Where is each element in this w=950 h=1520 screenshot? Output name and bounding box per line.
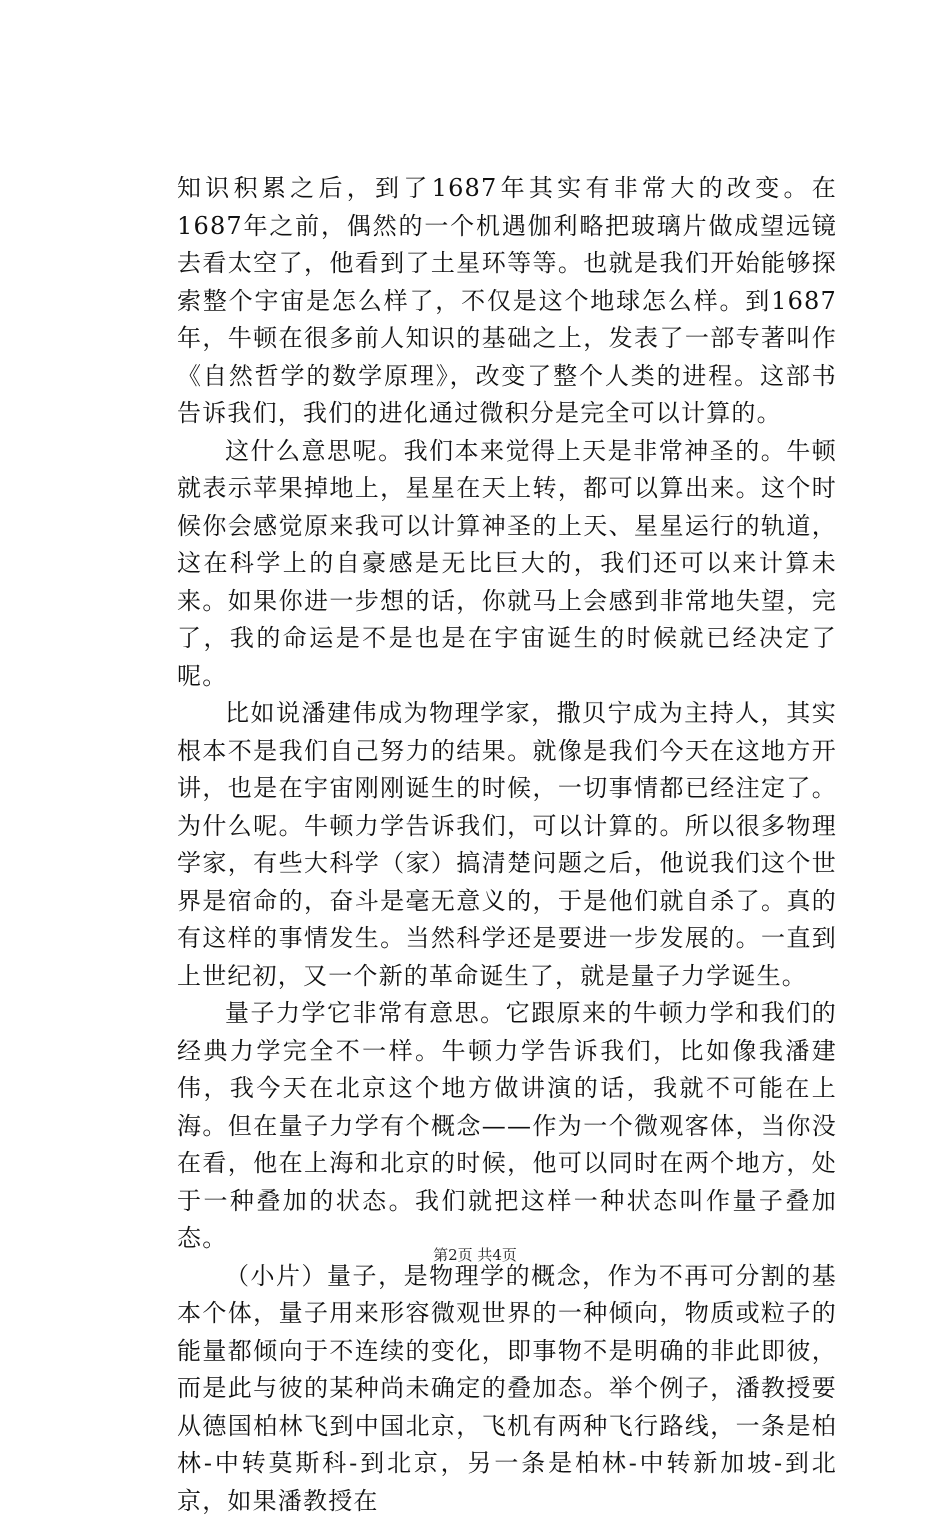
body-text [177, 170, 837, 1520]
paragraph-4: 量子力学它非常有意思。它跟原来的牛顿力学和我们的经典力学完全不一样。牛顿力学告诉我们，比如像我潘建伟，我今天在北京这个地方做讲演的话，我就不可能在上海。但在量子力学有个概念——作为一个微观客体，当你没在看，他在上海和北京的时候，他可以同时在两个地方，处于一种叠加的状态。我们就把这样一种状态叫作量子叠加态。 [177, 995, 837, 1258]
page-footer: 第2页 共4页 [0, 1244, 950, 1265]
paragraph-3: 比如说潘建伟成为物理学家，撒贝宁成为主持人，其实根本不是我们自己努力的结果。就像是我们今天在这地方开讲，也是在宇宙刚刚诞生的时候，一切事情都已经注定了。为什么呢。牛顿力学告诉我们，可以计算的。所以很多物理学家，有些大科学（家）搞清楚问题之后，他说我们这个世界是宿命的，奋斗是毫无意义的，于是他们就自杀了。真的有这样的事情发生。当然科学还是要进一步发展的。一直到上世纪初，又一个新的革命诞生了，就是量子力学诞生。 [177, 695, 837, 995]
paragraph-1: 知识积累之后，到了1687年其实有非常大的改变。在1687年之前，偶然的一个机遇伽利略把玻璃片做成望远镜去看太空了，他看到了土星环等等。也就是我们开始能够探索整个宇宙是怎么样了，不仅是这个地球怎么样。到1687年，牛顿在很多前人知识的基础之上，发表了一部专著叫作《自然哲学的数学原理》，改变了整个人类的进程。这部书告诉我们，我们的进化通过微积分是完全可以计算的。 [177, 170, 837, 433]
paragraph-5: （小片）量子，是物理学的概念，作为不再可分割的基本个体，量子用来形容微观世界的一种倾向，物质或粒子的能量都倾向于不连续的变化，即事物不是明确的非此即彼，而是此与彼的某种尚未确定的叠加态。举个例子，潘教授要从德国柏林飞到中国北京，飞机有两种飞行路线，一条是柏林-中转莫斯科-到北京，另一条是柏林-中转新加坡-到北京，如果潘教授在 [177, 1258, 837, 1520]
paragraph-2: 这什么意思呢。我们本来觉得上天是非常神圣的。牛顿就表示苹果掉地上，星星在天上转，都可以算出来。这个时候你会感觉原来我可以计算神圣的上天、星星运行的轨道，这在科学上的自豪感是无比巨大的，我们还可以来计算未来。如果你进一步想的话，你就马上会感到非常地失望，完了，我的命运是不是也是在宇宙诞生的时候就已经决定了呢。 [177, 433, 837, 696]
